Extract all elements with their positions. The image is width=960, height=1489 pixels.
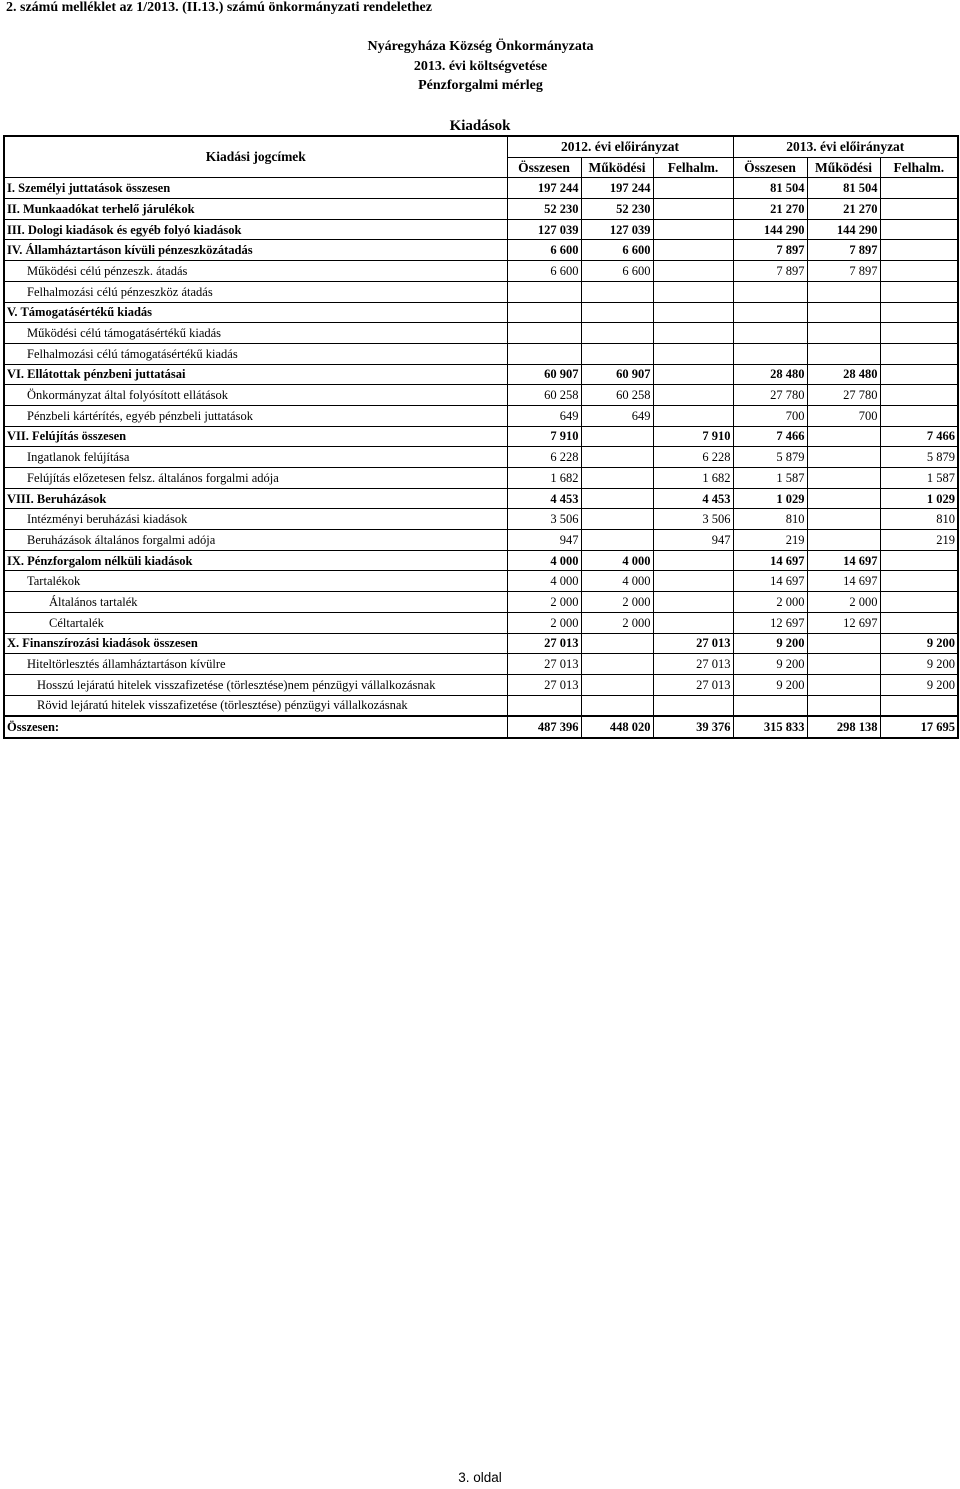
table-row (4, 219, 958, 240)
row-value: 219 (880, 530, 958, 551)
row-value (581, 674, 653, 695)
row-value (733, 323, 807, 344)
table-row (4, 426, 958, 447)
row-value: 60 907 (507, 364, 581, 385)
row-label: III. Dologi kiadások és egyéb folyó kiadások (4, 219, 507, 240)
row-value (653, 612, 733, 633)
row-label: Pénzbeli kártérítés, egyéb pénzbeli juttatások (4, 405, 507, 426)
row-label: V. Támogatásértékű kiadás (4, 302, 507, 323)
table-row (4, 240, 958, 261)
row-value (807, 695, 880, 716)
row-header-label: Kiadási jogcímek (4, 136, 507, 178)
budget-table (3, 135, 959, 739)
row-value (653, 405, 733, 426)
row-label: Felhalmozási célú támogatásértékű kiadás (4, 343, 507, 364)
row-value (581, 468, 653, 489)
row-value (581, 343, 653, 364)
row-value: 1 029 (880, 488, 958, 509)
row-value (507, 281, 581, 302)
row-value: 6 600 (507, 240, 581, 261)
row-value: 4 000 (581, 550, 653, 571)
title-budget-year: 2013. évi költségvetése (413, 58, 548, 74)
row-value (807, 509, 880, 530)
table-row (4, 178, 958, 199)
table-row (4, 281, 958, 302)
row-value: 947 (653, 530, 733, 551)
row-value: 7 910 (507, 426, 581, 447)
row-value (880, 302, 958, 323)
row-value (880, 199, 958, 220)
year-group-2012: 2012. évi előirányzat (507, 136, 733, 157)
row-value: 7 897 (733, 240, 807, 261)
row-value: 9 200 (880, 654, 958, 675)
section-title: Kiadások (449, 118, 511, 134)
row-label: Működési célú pénzeszk. átadás (4, 261, 507, 282)
row-value: 52 230 (507, 199, 581, 220)
row-label: IX. Pénzforgalom nélküli kiadások (4, 550, 507, 571)
table-row (4, 571, 958, 592)
table-row (4, 343, 958, 364)
document-titles (0, 37, 960, 96)
sub-header-total-2012: Összesen (507, 157, 581, 178)
row-label: Felújítás előzetesen felsz. általános forgalmi adója (4, 468, 507, 489)
row-value: 27 013 (653, 633, 733, 654)
row-value: 219 (733, 530, 807, 551)
row-value: 298 138 (807, 716, 880, 738)
row-value (653, 302, 733, 323)
table-row (4, 654, 958, 675)
row-value: 1 587 (880, 468, 958, 489)
row-label: Felhalmozási célú pénzeszköz átadás (4, 281, 507, 302)
row-value (507, 323, 581, 344)
table-row (4, 302, 958, 323)
row-value: 810 (880, 509, 958, 530)
row-value (807, 654, 880, 675)
row-value (880, 178, 958, 199)
row-value (653, 550, 733, 571)
row-value: 60 258 (581, 385, 653, 406)
row-value (653, 261, 733, 282)
row-value: 144 290 (807, 219, 880, 240)
row-value: 2 000 (581, 592, 653, 613)
row-value (581, 509, 653, 530)
row-value (507, 302, 581, 323)
row-value (653, 240, 733, 261)
row-value: 144 290 (733, 219, 807, 240)
row-value (581, 654, 653, 675)
document-header: 2. számú melléklet az 1/2013. (II.13.) számú önkormányzati rendelethez (6, 0, 432, 15)
row-value: 2 000 (507, 612, 581, 633)
row-value (507, 343, 581, 364)
row-value: 7 466 (733, 426, 807, 447)
row-value: 9 200 (733, 674, 807, 695)
row-label: Tartalékok (4, 571, 507, 592)
row-value (581, 302, 653, 323)
row-value (880, 571, 958, 592)
table-row (4, 199, 958, 220)
row-value (581, 633, 653, 654)
row-value: 9 200 (733, 633, 807, 654)
table-row (4, 488, 958, 509)
row-value (807, 468, 880, 489)
table-row (4, 592, 958, 613)
header-row-years (4, 136, 958, 157)
row-value: 3 506 (507, 509, 581, 530)
row-value: 5 879 (733, 447, 807, 468)
row-value (581, 323, 653, 344)
row-value: 21 270 (733, 199, 807, 220)
table-row (4, 695, 958, 716)
row-value: 27 013 (507, 654, 581, 675)
row-value: 27 013 (507, 633, 581, 654)
row-value: 6 228 (653, 447, 733, 468)
row-value: 52 230 (581, 199, 653, 220)
row-value: 1 682 (507, 468, 581, 489)
row-value (733, 281, 807, 302)
row-value: 4 453 (653, 488, 733, 509)
row-value: 27 780 (733, 385, 807, 406)
row-value: 487 396 (507, 716, 581, 738)
row-value (653, 571, 733, 592)
row-value (807, 323, 880, 344)
row-value: 810 (733, 509, 807, 530)
row-value (581, 695, 653, 716)
row-value (733, 343, 807, 364)
row-value: 947 (507, 530, 581, 551)
table-row (4, 550, 958, 571)
table-row (4, 447, 958, 468)
row-value: 3 506 (653, 509, 733, 530)
row-value: 14 697 (807, 550, 880, 571)
row-value: 6 600 (581, 261, 653, 282)
row-value (807, 343, 880, 364)
row-value: 4 000 (507, 550, 581, 571)
row-label: IV. Államháztartáson kívüli pénzeszközátadás (4, 240, 507, 261)
row-value: 28 480 (733, 364, 807, 385)
row-value (880, 219, 958, 240)
row-value: 1 682 (653, 468, 733, 489)
row-value (653, 385, 733, 406)
row-value (807, 674, 880, 695)
row-value (653, 199, 733, 220)
row-value (733, 302, 807, 323)
row-value (880, 385, 958, 406)
row-label: Rövid lejáratú hitelek visszafizetése (törlesztése) pénzügyi vállalkozásnak (4, 695, 507, 716)
row-value (507, 695, 581, 716)
row-value: 6 600 (581, 240, 653, 261)
row-value: 27 013 (653, 674, 733, 695)
row-value: 7 897 (807, 240, 880, 261)
row-value: 7 466 (880, 426, 958, 447)
row-value (581, 488, 653, 509)
row-value: 6 600 (507, 261, 581, 282)
sub-header-operating-2013: Működési (807, 157, 880, 178)
row-value: 7 910 (653, 426, 733, 447)
row-value (653, 219, 733, 240)
title-municipality: Nyáregyháza Község Önkormányzata (367, 39, 594, 54)
row-label: VII. Felújítás összesen (4, 426, 507, 447)
row-value: 4 000 (507, 571, 581, 592)
row-label: Működési célú támogatásértékű kiadás (4, 323, 507, 344)
row-value (880, 323, 958, 344)
row-value: 14 697 (733, 550, 807, 571)
row-value (807, 426, 880, 447)
row-value (807, 633, 880, 654)
table-row (4, 385, 958, 406)
row-label: Beruházások általános forgalmi adója (4, 530, 507, 551)
row-value: 7 897 (807, 261, 880, 282)
row-label: Hosszú lejáratú hitelek visszafizetése (törlesztése)nem pénzügyi vállalkozásnak (4, 674, 507, 695)
row-value: 14 697 (807, 571, 880, 592)
sub-header-total-2013: Összesen (733, 157, 807, 178)
row-value (653, 343, 733, 364)
row-label: Önkormányzat által folyósított ellátások (4, 385, 507, 406)
row-value: 127 039 (507, 219, 581, 240)
row-value: 2 000 (581, 612, 653, 633)
table-row (4, 323, 958, 344)
table-row (4, 468, 958, 489)
row-label: VIII. Beruházások (4, 488, 507, 509)
row-value (880, 550, 958, 571)
row-value (880, 240, 958, 261)
row-value: 39 376 (653, 716, 733, 738)
row-label: Ingatlanok felújítása (4, 447, 507, 468)
row-value (807, 302, 880, 323)
row-value (581, 281, 653, 302)
row-value: 27 780 (807, 385, 880, 406)
table-row (4, 633, 958, 654)
row-value: 197 244 (507, 178, 581, 199)
row-label: I. Személyi juttatások összesen (4, 178, 507, 199)
row-value: 700 (807, 405, 880, 426)
row-value (807, 281, 880, 302)
row-value: 5 879 (880, 447, 958, 468)
table-row (4, 674, 958, 695)
row-value: 9 200 (733, 654, 807, 675)
sub-header-capital-2012: Felhalm. (653, 157, 733, 178)
row-value (880, 592, 958, 613)
row-value (653, 178, 733, 199)
row-value: 14 697 (733, 571, 807, 592)
row-value (880, 364, 958, 385)
row-value: 1 029 (733, 488, 807, 509)
row-value: 4 453 (507, 488, 581, 509)
page-number: 3. oldal (458, 1470, 502, 1485)
row-value: 2 000 (507, 592, 581, 613)
row-value: 2 000 (807, 592, 880, 613)
sub-header-capital-2013: Felhalm. (880, 157, 958, 178)
row-value: 448 020 (581, 716, 653, 738)
row-value: 81 504 (807, 178, 880, 199)
row-value (880, 612, 958, 633)
row-value (807, 447, 880, 468)
row-value: 21 270 (807, 199, 880, 220)
row-label: VI. Ellátottak pénzbeni juttatásai (4, 364, 507, 385)
row-label: X. Finanszírozási kiadások összesen (4, 633, 507, 654)
row-value: 197 244 (581, 178, 653, 199)
row-label: Általános tartalék (4, 592, 507, 613)
budget-table-body (4, 136, 958, 738)
row-value: 17 695 (880, 716, 958, 738)
row-value (653, 592, 733, 613)
table-row (4, 509, 958, 530)
table-total-row (4, 716, 958, 738)
row-value (807, 488, 880, 509)
row-value (733, 695, 807, 716)
row-value (880, 343, 958, 364)
row-value (880, 261, 958, 282)
table-row (4, 405, 958, 426)
row-value: 12 697 (733, 612, 807, 633)
row-value (653, 364, 733, 385)
title-balance: Pénzforgalmi mérleg (418, 78, 543, 93)
row-value (880, 281, 958, 302)
row-value: 315 833 (733, 716, 807, 738)
row-value (653, 695, 733, 716)
row-label: Céltartalék (4, 612, 507, 633)
row-value (581, 447, 653, 468)
sub-header-operating-2012: Működési (581, 157, 653, 178)
row-value: 81 504 (733, 178, 807, 199)
row-value: 4 000 (581, 571, 653, 592)
row-value (653, 281, 733, 302)
row-label: II. Munkaadókat terhelő járulékok (4, 199, 507, 220)
row-value: 1 587 (733, 468, 807, 489)
row-value: 27 013 (653, 654, 733, 675)
row-label: Intézményi beruházási kiadások (4, 509, 507, 530)
row-value: 649 (581, 405, 653, 426)
row-value: 6 228 (507, 447, 581, 468)
row-label: Összesen: (4, 716, 507, 738)
table-row (4, 612, 958, 633)
row-value: 7 897 (733, 261, 807, 282)
row-value: 9 200 (880, 633, 958, 654)
row-value: 2 000 (733, 592, 807, 613)
row-value: 649 (507, 405, 581, 426)
table-row (4, 530, 958, 551)
row-value (807, 530, 880, 551)
row-value: 700 (733, 405, 807, 426)
row-value: 27 013 (507, 674, 581, 695)
row-value: 28 480 (807, 364, 880, 385)
table-row (4, 261, 958, 282)
row-value: 60 258 (507, 385, 581, 406)
row-value: 127 039 (581, 219, 653, 240)
row-value: 60 907 (581, 364, 653, 385)
row-value (880, 405, 958, 426)
row-value: 12 697 (807, 612, 880, 633)
row-value (880, 695, 958, 716)
table-row (4, 364, 958, 385)
row-value: 9 200 (880, 674, 958, 695)
row-label: Hiteltörlesztés államháztartáson kívülre (4, 654, 507, 675)
year-group-2013: 2013. évi előirányzat (733, 136, 958, 157)
row-value (581, 426, 653, 447)
row-value (653, 323, 733, 344)
row-value (581, 530, 653, 551)
